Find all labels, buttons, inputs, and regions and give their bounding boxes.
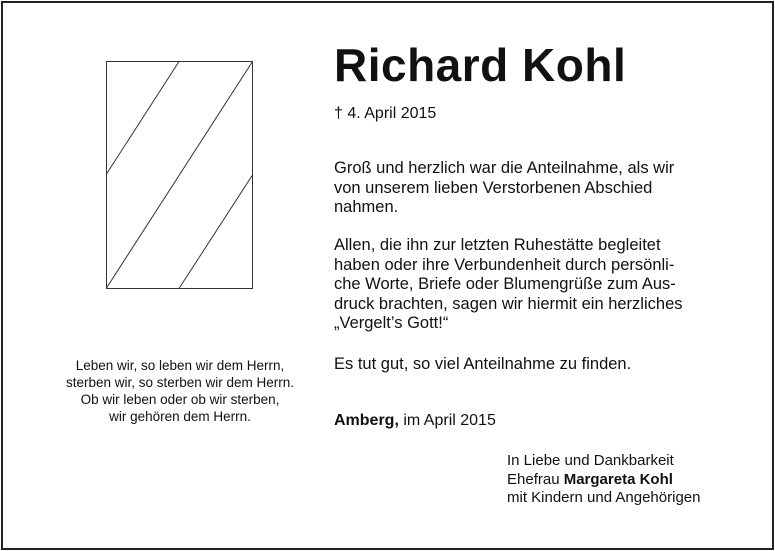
signature-line-1: In Liebe und Dankbarkeit <box>507 452 674 469</box>
text-line: druck brachten, sagen wir hiermit ein herzliches <box>334 294 683 313</box>
text-line: „Vergelt’s Gott!“ <box>334 314 449 332</box>
verse-line: Leben wir, so leben wir dem Herrn, <box>75 358 285 373</box>
thanks-paragraph-1 <box>334 159 754 218</box>
death-date: † 4. April 2015 <box>334 105 437 122</box>
verse-line: wir gehören dem Herrn. <box>109 409 251 424</box>
signature-line-3: mit Kindern und Angehörigen <box>507 489 701 506</box>
text-line: che Worte, Briefe oder Blumengrüße zum Aus- <box>334 275 676 293</box>
bible-verse <box>30 357 330 425</box>
deceased-name: Richard Kohl <box>334 39 627 91</box>
verse-line: Ob wir leben oder ob wir sterben, <box>80 392 280 407</box>
place-name: Amberg, <box>334 412 399 429</box>
place-date-line <box>334 411 496 431</box>
photo-placeholder <box>106 61 253 289</box>
date-text: im April 2015 <box>398 412 496 429</box>
thanks-paragraph-2 <box>334 236 754 334</box>
text-line: Allen, die ihn zur letzten Ruhestätte begleitet <box>334 236 661 254</box>
verse-line: sterben wir, so sterben wir dem Herrn. <box>65 375 295 390</box>
signature-line-2 <box>507 471 700 490</box>
thanks-paragraph-3 <box>334 355 754 375</box>
text-line: von unserem lieben Verstorbenen Abschied <box>334 178 653 197</box>
signature-prefix: Ehefrau <box>507 470 564 488</box>
text-line: haben oder ihre Verbundenheit durch persönli- <box>334 255 675 274</box>
text-line: Es tut gut, so viel Anteilnahme zu finden. <box>334 355 632 373</box>
signature-name: Margareta Kohl <box>563 470 673 488</box>
text-line: nahmen. <box>334 198 399 216</box>
signature-block <box>507 452 700 508</box>
text-line: Groß und herzlich war die Anteilnahme, als wir <box>334 159 675 177</box>
